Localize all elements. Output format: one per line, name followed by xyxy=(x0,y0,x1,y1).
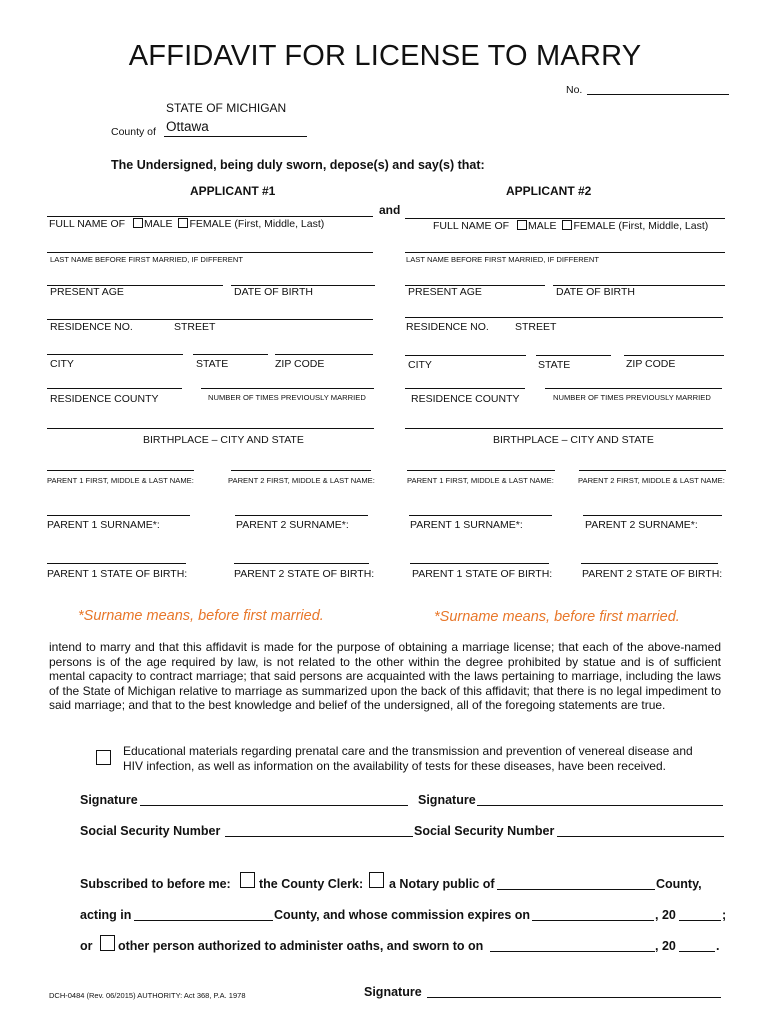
applicant1-parent2-surname-label: PARENT 2 SURNAME*: xyxy=(236,519,349,531)
applicant1-parent1-surname-label: PARENT 1 SURNAME*: xyxy=(47,519,160,531)
applicant1-parent2-state-field[interactable] xyxy=(234,563,369,564)
form-number-label: No. xyxy=(566,84,583,96)
county-suffix: County, xyxy=(656,877,702,891)
applicant2-street-label: STREET xyxy=(515,321,557,333)
applicant1-ssn-label: Social Security Number xyxy=(80,824,221,838)
applicant1-birthplace-field[interactable] xyxy=(47,428,374,429)
applicant1-state-field[interactable] xyxy=(193,354,268,355)
applicant1-city-field[interactable] xyxy=(47,354,183,355)
applicant1-last-name-before-field[interactable] xyxy=(47,252,373,253)
education-line-1: Educational materials regarding prenatal care and the transmission and prevention of venereal disease and xyxy=(123,744,693,758)
official-signature-label: Signature xyxy=(364,985,422,999)
applicant1-times-married-label: NUMBER OF TIMES PREVIOUSLY MARRIED xyxy=(208,393,366,402)
applicant2-heading: APPLICANT #2 xyxy=(506,184,592,198)
education-line-2: HIV infection, as well as information on the availability of tests for these diseases, have been received. xyxy=(123,759,666,773)
applicant2-present-age-label: PRESENT AGE xyxy=(408,286,482,298)
notary-public-label: a Notary public of xyxy=(389,877,495,891)
applicant1-surname-note: *Surname means, before first married. xyxy=(78,608,324,624)
applicant2-last-name-before-label: LAST NAME BEFORE FIRST MARRIED, IF DIFFERENT xyxy=(406,255,599,264)
applicant1-present-age-label: PRESENT AGE xyxy=(50,286,124,298)
applicant1-times-married-field[interactable] xyxy=(201,388,374,389)
sworn-date-field[interactable] xyxy=(490,951,655,952)
applicant2-parent1-surname-label: PARENT 1 SURNAME*: xyxy=(410,519,523,531)
applicant1-residence-county-label: RESIDENCE COUNTY xyxy=(50,393,159,405)
applicant1-zip-label: ZIP CODE xyxy=(275,358,325,370)
sworn-statement: The Undersigned, being duly sworn, depose(s) and say(s) that: xyxy=(111,158,485,172)
county-value[interactable]: Ottawa xyxy=(166,119,209,134)
applicant2-dob-label: DATE OF BIRTH xyxy=(556,286,635,298)
commission-label: County, and whose commission expires on xyxy=(274,908,531,922)
applicant2-parent2-state-label: PARENT 2 STATE OF BIRTH: xyxy=(582,568,723,580)
applicant2-zip-field[interactable] xyxy=(624,355,724,356)
county-clerk-label: the County Clerk: xyxy=(259,877,364,891)
full-name-label: FULL NAME OF xyxy=(49,218,126,230)
applicant2-ssn-label: Social Security Number xyxy=(414,824,555,838)
male-label: MALE xyxy=(143,218,173,230)
commission-year-field[interactable] xyxy=(679,920,721,921)
applicant2-parent2-name-label: PARENT 2 FIRST, MIDDLE & LAST NAME: xyxy=(578,476,725,485)
education-received-checkbox[interactable] xyxy=(96,750,111,765)
applicant1-parent1-state-label: PARENT 1 STATE OF BIRTH: xyxy=(47,568,188,580)
applicant1-parent2-name-field[interactable] xyxy=(231,470,371,471)
applicant1-birthplace-label: BIRTHPLACE – CITY AND STATE xyxy=(143,434,304,446)
applicant1-full-name-field[interactable] xyxy=(47,216,373,217)
applicant1-state-label: STATE xyxy=(196,358,229,370)
applicant2-parent2-surname-field[interactable] xyxy=(583,515,722,516)
applicant2-surname-note: *Surname means, before first married. xyxy=(434,609,680,625)
applicant1-full-name-label xyxy=(49,218,324,230)
acting-in-field[interactable] xyxy=(134,920,273,921)
state-name: STATE OF MICHIGAN xyxy=(166,101,287,115)
applicant2-city-label: CITY xyxy=(408,359,432,371)
applicant2-last-name-before-field[interactable] xyxy=(405,252,725,253)
subscribed-label: Subscribed to before me: xyxy=(80,877,231,891)
applicant1-parent2-surname-field[interactable] xyxy=(235,515,368,516)
or-label: or xyxy=(80,939,93,953)
applicant2-times-married-label: NUMBER OF TIMES PREVIOUSLY MARRIED xyxy=(553,393,711,402)
applicant1-parent1-surname-field[interactable] xyxy=(47,515,190,516)
applicant2-signature-label: Signature xyxy=(418,793,476,807)
notary-county-field[interactable] xyxy=(497,889,655,890)
applicant2-female-checkbox[interactable] xyxy=(562,220,572,230)
applicant1-last-name-before-label: LAST NAME BEFORE FIRST MARRIED, IF DIFFERENT xyxy=(50,255,243,264)
applicant2-city-field[interactable] xyxy=(405,355,526,356)
applicant1-zip-field[interactable] xyxy=(275,354,373,355)
notary-public-checkbox[interactable] xyxy=(369,872,384,888)
applicant2-parent1-surname-field[interactable] xyxy=(409,515,552,516)
sworn-year-prefix: , 20 xyxy=(655,939,676,953)
applicant2-parent2-state-field[interactable] xyxy=(581,563,718,564)
applicant1-residence-county-field[interactable] xyxy=(47,388,182,389)
applicant1-ssn-field[interactable] xyxy=(225,836,413,837)
applicant2-residence-county-field[interactable] xyxy=(405,388,525,389)
name-hint: (First, Middle, Last) xyxy=(234,218,325,230)
name-hint: (First, Middle, Last) xyxy=(618,220,709,232)
sworn-year-field[interactable] xyxy=(679,951,715,952)
male-label: MALE xyxy=(527,220,557,232)
form-number-field[interactable] xyxy=(587,94,729,95)
applicant1-parent2-name-label: PARENT 2 FIRST, MIDDLE & LAST NAME: xyxy=(228,476,375,485)
form-id: DCH-0484 (Rev. 06/2015) AUTHORITY: Act 368, P.A. 1978 xyxy=(49,991,246,1000)
applicant1-city-label: CITY xyxy=(50,358,74,370)
applicant1-parent1-name-field[interactable] xyxy=(47,470,194,471)
applicant1-heading: APPLICANT #1 xyxy=(190,184,276,198)
county-field-line xyxy=(164,136,307,137)
applicant2-signature-field[interactable] xyxy=(477,805,723,806)
affidavit-statement: intend to marry and that this affidavit is made for the purpose of obtaining a marriage license; that each of the above-named persons is of the age required by law, is not related to the other within the degree prohibited by statue and is of sufficient mental capacity to contract marriage; that said persons are acquainted with the laws pertaining to marriage, including the laws of the State of Michigan relative to marriage as summarized upon the back of this affidavit; that there is no legal impediment to said marriage; and that to the best knowledge and belief of the undersigned, all of the foregoing statements are true. xyxy=(49,640,721,713)
applicant2-birthplace-field[interactable] xyxy=(405,428,723,429)
applicant1-parent2-state-label: PARENT 2 STATE OF BIRTH: xyxy=(234,568,375,580)
applicant2-parent1-state-label: PARENT 1 STATE OF BIRTH: xyxy=(412,568,553,580)
applicant2-birthplace-label: BIRTHPLACE – CITY AND STATE xyxy=(493,434,654,446)
female-label: FEMALE xyxy=(573,220,616,232)
applicant1-signature-label: Signature xyxy=(80,793,138,807)
other-person-label: other person authorized to administer oaths, and sworn to on xyxy=(118,939,484,953)
applicant1-female-checkbox[interactable] xyxy=(178,218,188,228)
acting-in-label: acting in xyxy=(80,908,132,922)
full-name-label: FULL NAME OF xyxy=(433,220,510,232)
applicant1-residence-field[interactable] xyxy=(47,319,373,320)
commission-year-prefix: , 20 xyxy=(655,908,676,922)
female-label: FEMALE xyxy=(189,218,232,230)
and-connector: and xyxy=(379,203,401,217)
applicant2-male-checkbox[interactable] xyxy=(517,220,527,230)
applicant1-residence-no-label: RESIDENCE NO. xyxy=(50,321,133,333)
applicant2-parent2-name-field[interactable] xyxy=(579,470,726,471)
applicant2-state-label: STATE xyxy=(538,359,571,371)
official-signature-field[interactable] xyxy=(427,997,721,998)
applicant2-ssn-field[interactable] xyxy=(557,836,724,837)
applicant1-parent1-state-field[interactable] xyxy=(47,563,186,564)
other-person-checkbox[interactable] xyxy=(100,935,115,951)
county-label: County of xyxy=(111,126,156,138)
period: . xyxy=(716,939,720,953)
applicant2-residence-county-label: RESIDENCE COUNTY xyxy=(411,393,520,405)
applicant2-state-field[interactable] xyxy=(536,355,611,356)
applicant2-times-married-field[interactable] xyxy=(545,388,722,389)
applicant2-residence-no-label: RESIDENCE NO. xyxy=(406,321,489,333)
commission-expires-field[interactable] xyxy=(532,920,654,921)
applicant1-street-label: STREET xyxy=(174,321,216,333)
applicant2-parent1-name-label: PARENT 1 FIRST, MIDDLE & LAST NAME: xyxy=(407,476,554,485)
applicant2-parent1-name-field[interactable] xyxy=(407,470,555,471)
applicant2-residence-field[interactable] xyxy=(405,317,723,318)
applicant1-dob-label: DATE OF BIRTH xyxy=(234,286,313,298)
applicant2-full-name-label xyxy=(433,220,708,232)
county-clerk-checkbox[interactable] xyxy=(240,872,255,888)
applicant2-full-name-field[interactable] xyxy=(405,218,725,219)
applicant1-male-checkbox[interactable] xyxy=(133,218,143,228)
applicant1-signature-field[interactable] xyxy=(140,805,408,806)
applicant2-zip-label: ZIP CODE xyxy=(626,358,676,370)
applicant2-parent1-state-field[interactable] xyxy=(410,563,549,564)
applicant2-parent2-surname-label: PARENT 2 SURNAME*: xyxy=(585,519,698,531)
semicolon: ; xyxy=(722,908,727,922)
applicant1-parent1-name-label: PARENT 1 FIRST, MIDDLE & LAST NAME: xyxy=(47,476,194,485)
form-title: AFFIDAVIT FOR LICENSE TO MARRY xyxy=(128,40,642,72)
